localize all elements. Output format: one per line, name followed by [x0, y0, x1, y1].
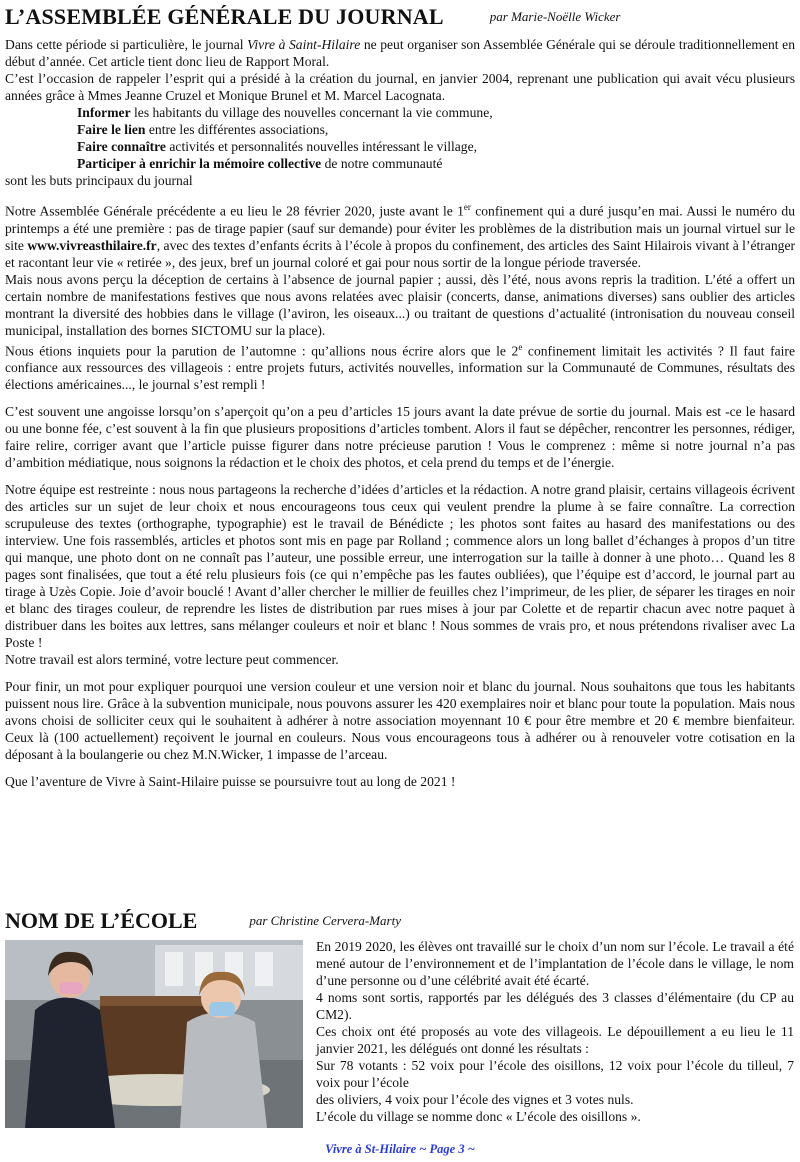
- paragraph-vote: Ces choix ont été proposés au vote des villageois. Le dépouillement a eu lieu le 11 janvier 2021, les délégués ont donné les résultats :: [316, 1024, 794, 1056]
- paragraph-history: C’est l’occasion de rappeler l’esprit qui a présidé à la création du journal, en janvier 2004, reprenant une publication qui avait vécu plusieurs années grâce à Mmes Jeanne Cruzel et Monique Brunel et M. Marcel Lacognata.: [5, 71, 795, 103]
- paragraph-anxiety: C’est souvent une angoisse lorsqu’on s’aperçoit qu’on a peu d’articles 15 jours avant la date prévue de sortie du journal. Mais est -ce le hasard ou une bonne fée, c’est souvent à la fin que plusieurs propositions d’articles tombent. Alors il faut se dépêcher, rencontrer les personnes, rédiger, faire relire, corriger avant que l’article puisse figurer dans notre précieuse parution ! Vous le comprenez : même si notre journal n’a pas d’ambition médiatique, nous soignons la rédaction et le choix des photos, et cela prend du temps et de l’énergie.: [5, 404, 795, 471]
- paragraph-conclusion: L’école du village se nomme donc « L’école des oisillons ».: [316, 1109, 641, 1124]
- photo-illustration: [5, 940, 303, 1128]
- article2-byline: par Christine Cervera-Marty: [249, 913, 401, 928]
- paragraph-results-cont: des oliviers, 4 voix pour l’école des vignes et 3 votes nuls.: [316, 1092, 634, 1107]
- paragraph-team: Notre équipe est restreinte : nous nous partageons la recherche d’idées d’articles et la rédaction. A notre grand plaisir, certains villageois écrivent des articles sur un sujet de leur choix et nous encourageons tous ceux qui veulent prendre la plume à se faire connaître. La correction scrupuleuse des textes (orthographe, typographie) est le travail de Bénédicte ; les photos sont faites au hasard des manifestations ou des interview. Une fois rassemblés, articles et photos sont mis en page par Rolland ; commence alors un long ballet d’échanges à propos d’un titre qui manque, une photo dont on ne connaît pas l’auteur, une possible erreur, une interrogation sur la taille à donner à une photo… Quand les 8 pages sont finalisées, que tout a été relu plusieurs fois (ce qui n’empêche pas les fautes oubliées), que l’équipe est d’accord, le journal part au tirage à Uzès Copie. Joie d’avoir bouclé ! Avant d’aller chercher le millier de feuilles chez l’imprimeur, de les plier, de séparer les tirages en noir et blanc des tirages couleur, de reprendre les listes de distribution par rues mises à jour par Colette et de repartir chacun avec notre paquet à distribuer dans les boites aux lettres, sans mélanger couleurs et noir et blanc ! Nous sommes de vrais pro, et nous prétendons rivaliser avec La Poste !: [5, 482, 795, 651]
- article1-title: L’ASSEMBLÉE GÉNÉRALE DU JOURNAL: [5, 4, 444, 29]
- paragraph-versions: Pour finir, un mot pour expliquer pourquoi une version couleur et une version noir et blanc du journal. Nous souhaitons que tous les habitants puissent nous lire. Grâce à la subvention municipale, nous pouvons assurer les 420 exemplaires noir et blanc pour toute la population. Mais nous avons choisi de solliciter ceux qui le souhaitent à adhérer à notre association moyennant 10 € pour être membre et 20 € membre bienfaiteur. Ceux là (100 actuellement) reçoivent le journal en couleurs. Nous vous encourageons tous à adhérer ou à renouveler votre cotisation en la déposant à la boulangerie ou chez M.N.Wicker, 1 impasse de l’arceau.: [5, 679, 795, 763]
- paragraph-closing: Que l’aventure de Vivre à Saint-Hilaire puisse se poursuivre tout au long de 2021 !: [5, 774, 456, 790]
- article2-title: NOM DE L’ÉCOLE: [5, 908, 198, 933]
- article1-body: [5, 36, 795, 790]
- paragraph-previous-ag: Notre Assemblée Générale précédente a eu lieu le 28 février 2020, juste avant le 1er confinement qui a duré jusqu’en mai. Aussi le numéro du printemps a été une première : pas de tirage papier (sauf sur demande) pour éviter les problèmes de la distribution mais un journal virtuel sur le site www.vivreasthilaire.fr, avec des textes d’enfants écrits à l’école à propos du confinement, des articles des Saint Hilairois vivant à l’étranger et racontant leur vie « retirée », des jeux, bref un journal coloré et gai pour nous sortir de la longue période traversée.: [5, 202, 795, 270]
- paragraph-autumn: Nous étions inquiets pour la parution de l’automne : qu’allions nous écrire alors que le 2e confinement limitait les activités ? Il faut faire confiance aux ressources des villageois : entre projets futurs, activités nouvelles, information sur la Communauté de Communes, résultats des élections américaines..., le journal s’est rempli !: [5, 341, 795, 393]
- list-item: Faire le lien entre les différentes associations,: [77, 122, 329, 137]
- paragraph-results: Sur 78 votants : 52 voix pour l’école des oisillons, 12 voix pour l’école du tilleul, 7 voix pour l’école: [316, 1058, 794, 1090]
- paragraph-work: En 2019 2020, les élèves ont travaillé sur le choix d’un nom sur l’école. Le travail a été mené autour de l’environnement et de l’implantation de l’école dans le village, le nom d’une personne ou d’une célébrité avait été écarté.: [316, 939, 794, 988]
- journal-name: Vivre à Saint-Hilaire: [247, 37, 361, 52]
- article1-byline: par Marie-Noëlle Wicker: [489, 9, 621, 24]
- list-item: Participer à enrichir la mémoire collective de notre communauté: [77, 156, 443, 171]
- article2-header: [5, 908, 795, 936]
- school-children-photo: [5, 940, 303, 1128]
- paragraph-intro: Dans cette période si particulière, le journal Vivre à Saint-Hilaire ne peut organiser son Assemblée Générale qui se déroule traditionnellement en début d’année. Cet article tient donc lieu de Rapport Moral.: [5, 37, 795, 69]
- paragraph-goals: sont les buts principaux du journal: [5, 173, 193, 188]
- article2-body: [316, 938, 794, 1125]
- paragraph-reading: Notre travail est alors terminé, votre lecture peut commencer.: [5, 652, 339, 668]
- list-item: Informer les habitants du village des nouvelles concernant la vie commune,: [77, 105, 493, 120]
- list-item: Faire connaître activités et personnalités nouvelles intéressant le village,: [77, 139, 478, 154]
- page-footer: Vivre à St-Hilaire ~ Page 3 ~: [325, 1142, 475, 1156]
- paragraph-names: 4 noms sont sortis, rapportés par les délégués des 3 classes d’élémentaire (du CP au CM2).: [316, 990, 794, 1022]
- website-link[interactable]: www.vivreasthilaire.fr: [27, 237, 157, 253]
- paragraph-summer: Mais nous avons perçu la déception de certains à l’absence de journal papier ; aussi, dès l’été, nous avons repris la tradition. L’été a offert un certain nombre de manifestations festives que nous avons relatées avec plaisir (concerts, danse, animations diverses) sans oublier des articles montrant la diversité des hobbies dans le village (l’aviron, les oiseaux...) ou traitant de questions d’actualité (intronisation du nouveau conseil municipal, installation des bornes SICTOMU sur la place).: [5, 271, 795, 338]
- article1-header: [5, 4, 795, 32]
